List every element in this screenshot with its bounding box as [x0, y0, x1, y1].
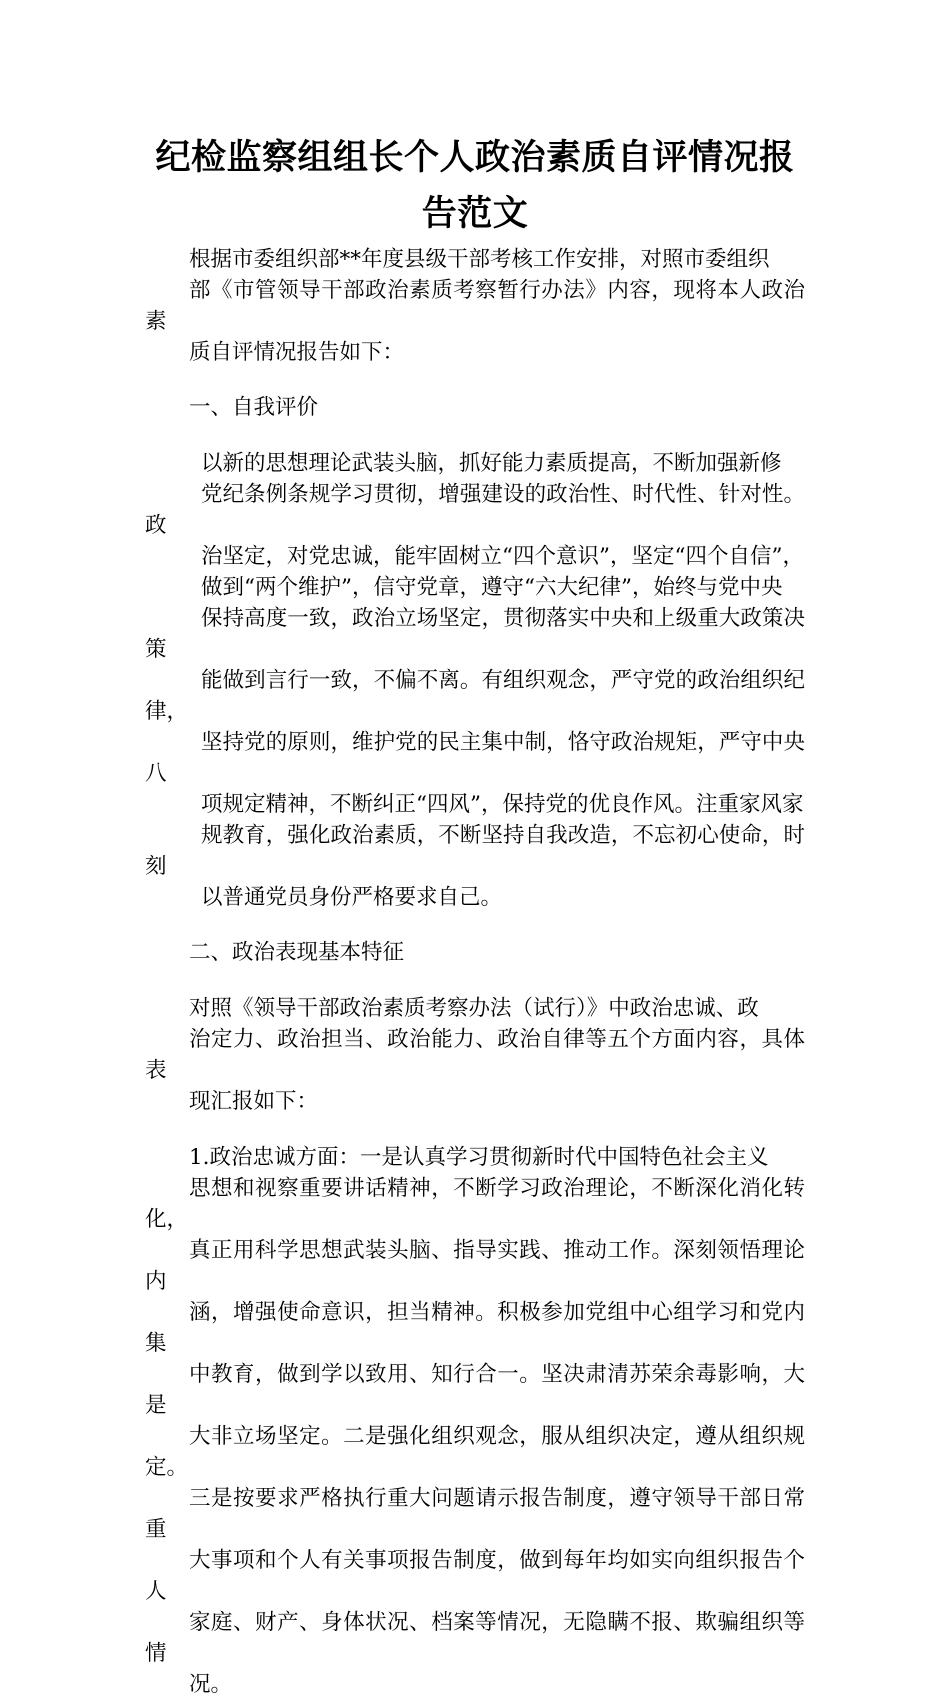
comparison-paragraph: [145, 993, 805, 1117]
text-line: 一、自我评价: [189, 395, 319, 420]
text-line: 思想和视察重要讲话精神，不断学习政治理论，不断深化消化转化，: [145, 1176, 805, 1232]
text-line: 质自评情况报告如下：: [189, 340, 405, 365]
text-line: 部《市管领导干部政治素质考察暂行办法》内容，现将本人政治素: [145, 278, 805, 334]
text-line: 规教育，强化政治素质，不断坚持自我改造，不忘初心使命，时刻: [145, 823, 805, 879]
text-line: 对照《领导干部政治素质考察办法（试行）》中政治忠诚、政: [189, 996, 759, 1021]
text-line: 以新的思想理论武装头脑，抓好能力素质提高，不断加强新修: [201, 451, 782, 476]
text-line: 现汇报如下：: [189, 1089, 319, 1114]
text-line: 根据市委组织部**年度县级干部考核工作安排，对照市委组织: [189, 247, 770, 272]
text-line: 况。: [189, 1672, 233, 1697]
text-line: 党纪条例条规学习贯彻，增强建设的政治性、时代性、针对性。政: [145, 482, 805, 538]
section-heading-1: [145, 392, 805, 423]
document-title: [145, 130, 805, 242]
text-line: 做到“两个维护”，信守党章，遵守“六大纪律”，始终与党中央: [201, 575, 783, 600]
text-line: 治坚定，对党忠诚，能牢固树立“四个意识”，坚定“四个自信”，: [201, 544, 804, 569]
text-line: 1.政治忠诚方面：一是认真学习贯彻新时代中国特色社会主义: [189, 1145, 769, 1170]
text-line: 大事项和个人有关事项报告制度，做到每年均如实向组织报告个人: [145, 1548, 805, 1604]
text-line: 大非立场坚定。二是强化组织观念，服从组织决定，遵从组织规定。: [145, 1424, 805, 1480]
title-line: 告范文: [421, 194, 529, 234]
text-line: 能做到言行一致，不偏不离。有组织观念，严守党的政治组织纪律，: [145, 668, 805, 724]
section-heading-2: [145, 937, 805, 968]
text-line: 治定力、政治担当、政治能力、政治自律等五个方面内容，具体表: [145, 1027, 805, 1083]
text-line: 真正用科学思想武装头脑、指导实践、推动工作。深刻领悟理论内: [145, 1238, 805, 1294]
intro-paragraph: [145, 244, 805, 368]
text-line: 涵，增强使命意识，担当精神。积极参加党组中心组学习和党内集: [145, 1300, 805, 1356]
text-line: 家庭、财产、身体状况、档案等情况，无隐瞒不报、欺骗组织等情: [145, 1610, 805, 1666]
text-line: 以普通党员身份严格要求自己。: [201, 885, 503, 910]
text-line: 二、政治表现基本特征: [189, 940, 405, 965]
text-line: 中教育，做到学以致用、知行合一。坚决肃清苏荣余毒影响，大是: [145, 1362, 805, 1418]
title-line: 纪检监察组组长个人政治素质自评情况报: [155, 138, 795, 178]
text-line: 保持高度一致，政治立场坚定，贯彻落实中央和上级重大政策决策: [145, 606, 805, 662]
text-line: 坚持党的原则，维护党的民主集中制，恪守政治规矩，严守中央八: [145, 730, 805, 786]
text-line: 项规定精神，不断纠正“四风”，保持党的优良作风。注重家风家: [201, 792, 804, 817]
document-page: [145, 130, 805, 1700]
self-evaluation-paragraph: [145, 448, 805, 913]
political-loyalty-paragraph: [145, 1142, 805, 1700]
text-line: 三是按要求严格执行重大问题请示报告制度，遵守领导干部日常重: [145, 1486, 805, 1542]
